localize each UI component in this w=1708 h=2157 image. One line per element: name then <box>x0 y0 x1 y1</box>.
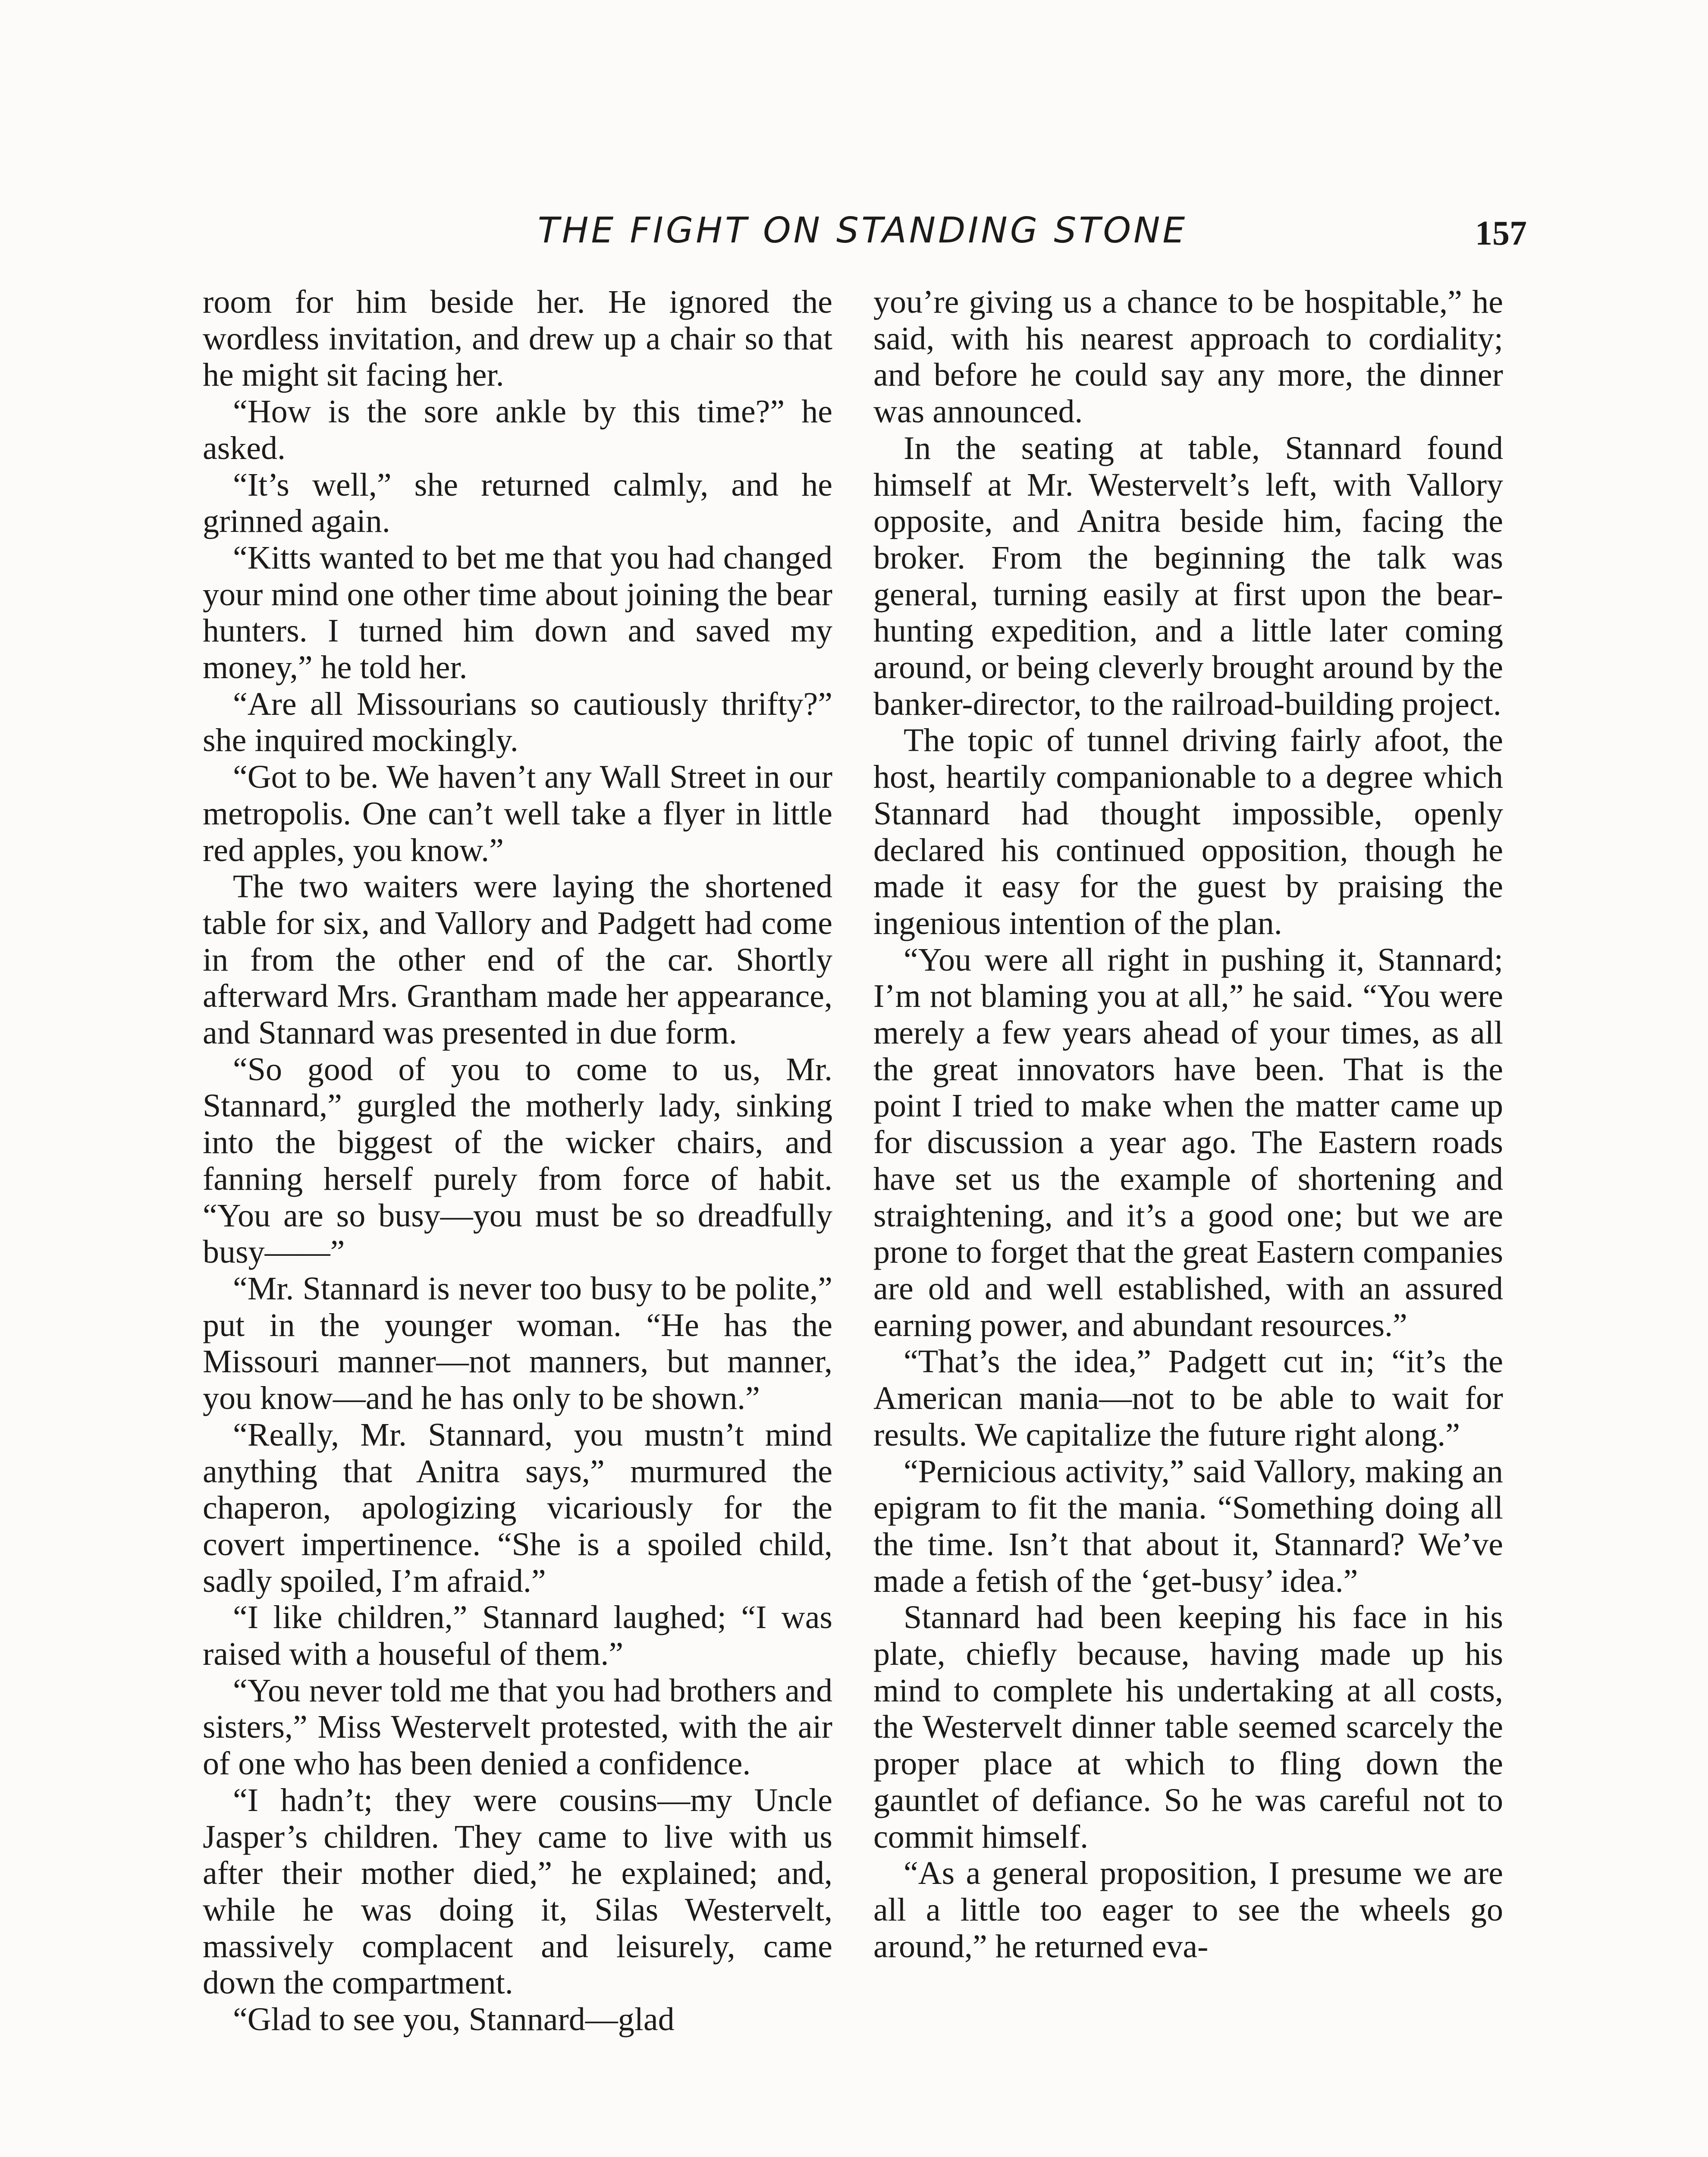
page-number: 157 <box>1475 214 1527 252</box>
paragraph: “Are all Missourians so cautiously thrifty?” she inquired mockingly. <box>203 685 832 759</box>
paragraph: “Really, Mr. Stannard, you mustn’t mind anything that Anitra says,” murmured the chaperon, apologizing vicariously for the covert impertinence. “She is a spoiled child, sadly spoiled, I’m afraid.” <box>203 1416 832 1599</box>
paragraph: The topic of tunnel driving fairly afoot, the host, heartily companionable to a degree which Stannard had thought impossible, openly declared his continued opposition, though he made it easy for the guest by praising the ingenious intention of the plan. <box>873 722 1503 941</box>
paragraph: “That’s the idea,” Padgett cut in; “it’s the American mania—not to be able to wait for results. We capitalize the future right along.” <box>873 1343 1503 1453</box>
paragraph: “I hadn’t; they were cousins—my Uncle Jasper’s children. They came to live with us after their mother died,” he explained; and, while he was doing it, Silas Westervelt, massively complacent and leisurely, came down the compartment. <box>203 1782 832 2001</box>
right-text-column <box>873 284 1503 2157</box>
paragraph: “You were all right in pushing it, Stannard; I’m not blaming you at all,” he said. “You were merely a few years ahead of your times, as all the great innovators have been. That is the point I tried to make when the matter came up for discussion a year ago. The Eastern roads have set us the example of shortening and straightening, and it’s a good one; but we are prone to forget that the great Eastern companies are old and well established, with an assured earning power, and abundant resources.” <box>873 941 1503 1343</box>
paragraph: In the seating at table, Stannard found himself at Mr. Westervelt’s left, with Vallory opposite, and Anitra beside him, facing the broker. From the beginning the talk was general, turning easily at first upon the bear-hunting expedition, and a little later coming around, or being cleverly brought around by the banker-director, to the railroad-building project. <box>873 430 1503 722</box>
paragraph: “You never told me that you had brothers and sisters,” Miss Westervelt protested, with the air of one who has been denied a confidence. <box>203 1672 832 1782</box>
paragraph: “Got to be. We haven’t any Wall Street in our metropolis. One can’t well take a flyer in little red apples, you know.” <box>203 759 832 868</box>
paragraph: “As a general proposition, I presume we are all a little too eager to see the wheels go around,” he returned eva- <box>873 1855 1503 1965</box>
paragraph: “How is the sore ankle by this time?” he asked. <box>203 393 832 466</box>
paragraph: “Mr. Stannard is never too busy to be polite,” put in the younger woman. “He has the Missouri manner—not manners, but manner, you know—and he has only to be shown.” <box>203 1270 832 1417</box>
paragraph: room for him beside her. He ignored the wordless invitation, and drew up a chair so that he might sit facing her. <box>203 284 832 393</box>
left-text-column <box>203 284 832 2157</box>
paragraph: Stannard had been keeping his face in his plate, chiefly because, having made up his mind to complete his undertaking at all costs, the Westervelt dinner table seemed scarcely the proper place at which to fling down the gauntlet of defiance. So he was careful not to commit himself. <box>873 1599 1503 1855</box>
paragraph: “I like children,” Stannard laughed; “I was raised with a houseful of them.” <box>203 1599 832 1673</box>
paragraph: you’re giving us a chance to be hospitable,” he said, with his nearest approach to cordiality; and before he could say any more, the dinner was announced. <box>873 284 1503 430</box>
paragraph: “Pernicious activity,” said Vallory, making an epigram to fit the mania. “Something doing all the time. Isn’t that about it, Stannard? We’ve made a fetish of the ‘get-busy’ idea.” <box>873 1453 1503 1599</box>
paragraph: “Kitts wanted to bet me that you had changed your mind one other time about joining the bear hunters. I turned him down and saved my money,” he told her. <box>203 539 832 686</box>
page-header <box>0 203 1708 267</box>
paragraph: “It’s well,” she returned calmly, and he grinned again. <box>203 466 832 540</box>
paragraph: The two waiters were laying the shortened table for six, and Vallory and Padgett had come in from the other end of the car. Shortly afterward Mrs. Grantham made her appearance, and Stannard was presented in due form. <box>203 868 832 1051</box>
paragraph: “So good of you to come to us, Mr. Stannard,” gurgled the motherly lady, sinking into the biggest of the wicker chairs, and fanning herself purely from force of habit. “You are so busy—you must be so dreadfully busy——” <box>203 1051 832 1270</box>
paragraph: “Glad to see you, Stannard—glad <box>233 2001 675 2038</box>
running-head: THE FIGHT ON STANDING STONE <box>537 210 1188 251</box>
